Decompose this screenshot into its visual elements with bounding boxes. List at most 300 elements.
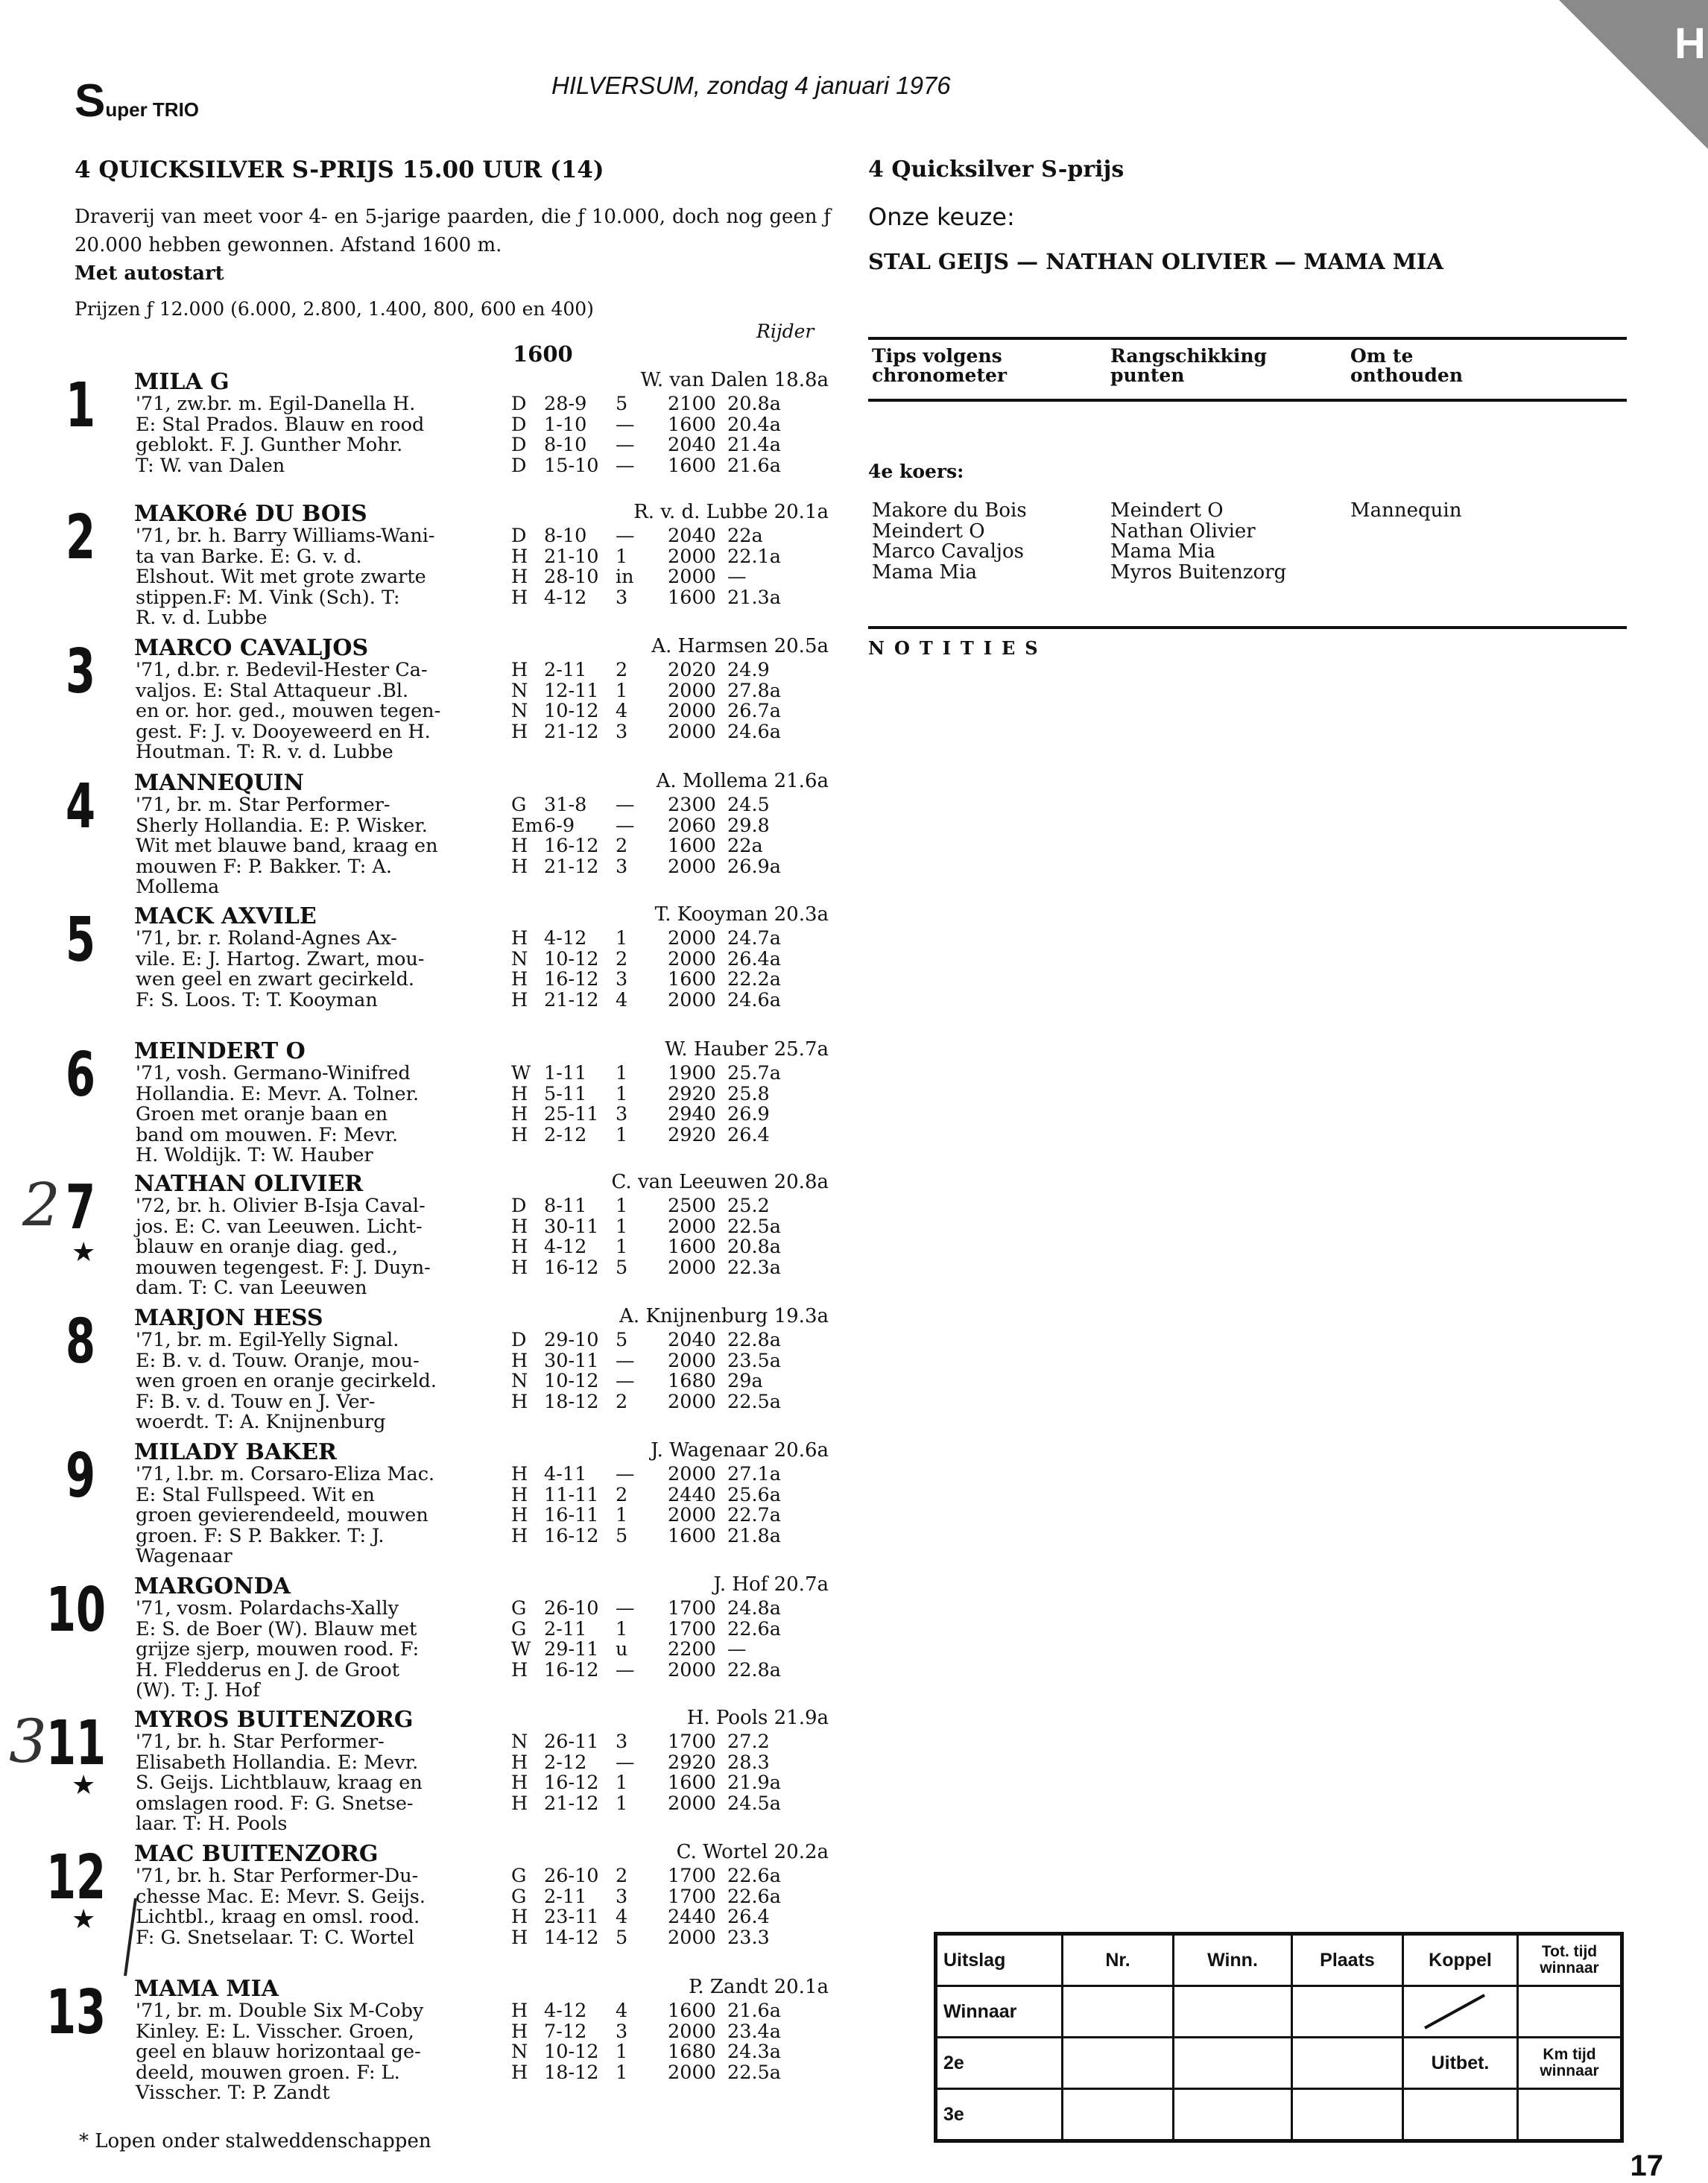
start-cell: 2000: [668, 927, 716, 950]
start-cell: 2-12: [544, 1123, 587, 1146]
horse-info-line: blauw en oranje diag. ged.,: [136, 1236, 399, 1258]
start-cell: 2040: [668, 1329, 716, 1351]
start-cell: 4: [616, 988, 628, 1011]
horse-number: 3: [66, 636, 96, 707]
horse-info-line: wen geel en zwart gecirkeld.: [136, 968, 415, 991]
horse-info-line: Hollandia. E: Mevr. A. Tolner.: [136, 1082, 420, 1105]
start-cell: 10-12: [544, 1370, 599, 1392]
horse-info-line: mouwen tegengest. F: J. Duyn-: [136, 1256, 431, 1279]
start-row: [511, 526, 824, 547]
start-cell: —: [616, 794, 635, 816]
start-row: [511, 1371, 824, 1392]
start-cell: H: [511, 2000, 528, 2022]
start-row: [511, 1773, 824, 1794]
horse-name: MILA G: [134, 369, 230, 395]
start-cell: 25.6a: [727, 1483, 781, 1506]
horse-info-line: Lichtbl., kraag en omsl. rood.: [136, 1906, 420, 1928]
start-cell: Em: [511, 814, 543, 837]
horse-info-line: band om mouwen. F: Mevr.: [136, 1123, 399, 1146]
start-cell: 26.9a: [727, 855, 781, 878]
start-cell: 2920: [668, 1082, 716, 1105]
horse-info-line: Elisabeth Hollandia. E: Mevr.: [136, 1751, 419, 1774]
horse-info-line: Visscher. T: P. Zandt: [136, 2082, 330, 2104]
start-cell: 27.8a: [727, 679, 781, 702]
start-cell: 2440: [668, 1906, 716, 1928]
start-cell: 11-11: [544, 1483, 599, 1506]
start-cell: 2060: [668, 814, 716, 837]
result-header: Tot. tijd winnaar: [1518, 1934, 1622, 1986]
horse-name: MAC BUITENZORG: [134, 1841, 379, 1867]
start-cell: 3: [616, 1731, 628, 1753]
start-cell: 1600: [668, 2000, 716, 2022]
start-cell: 1680: [668, 1370, 716, 1392]
start-row: [511, 2063, 824, 2084]
star-icon: ★: [72, 1237, 96, 1268]
horse-info-line: E: Stal Fullspeed. Wit en: [136, 1483, 375, 1506]
horse-name: MAKORé DU BOIS: [134, 501, 367, 527]
horse-info: [136, 660, 501, 763]
horse-info: [136, 795, 501, 898]
result-row-label: 2e: [936, 2038, 1063, 2089]
horse-info-line: wen groen en oranje gecirkeld.: [136, 1370, 437, 1392]
start-cell: 2940: [668, 1103, 716, 1125]
start-row: [511, 1907, 824, 1928]
start-row: [511, 588, 824, 609]
horse-info-line: dam. T: C. van Leeuwen: [136, 1277, 367, 1299]
horse-info: [136, 1465, 501, 1567]
start-cell: 21.6a: [727, 2000, 781, 2022]
result-header: Uitslag: [936, 1934, 1063, 1986]
jockey-record: C. Wortel 20.2a: [676, 1841, 829, 1863]
start-cell: 2000: [668, 988, 716, 1011]
start-cell: —: [616, 413, 635, 436]
start-row: [511, 1485, 824, 1506]
horse-name: MANNEQUIN: [134, 770, 304, 796]
start-cell: 1: [616, 2041, 628, 2063]
start-cell: u: [616, 1638, 628, 1661]
start-cell: 5: [616, 1524, 628, 1547]
start-cell: H: [511, 1236, 528, 1258]
start-cell: 20.4a: [727, 413, 781, 436]
horse-name: MARJON HESS: [134, 1305, 323, 1331]
start-cell: 1-11: [544, 1062, 587, 1084]
jockey-record: A. Harmsen 20.5a: [651, 635, 829, 657]
start-cell: 1: [616, 1617, 628, 1640]
start-cell: H: [511, 1463, 528, 1485]
start-cell: 3: [616, 586, 628, 609]
horse-info-line: '71, vosh. Germano-Winifred: [136, 1062, 411, 1084]
start-cell: 26.4: [727, 1123, 770, 1146]
start-cell: 1: [616, 1082, 628, 1105]
start-cell: 1600: [668, 1772, 716, 1794]
start-cell: 2000: [668, 1504, 716, 1526]
recent-starts: [511, 2001, 824, 2083]
horse-info-line: Houtman. T: R. v. d. Lubbe: [136, 741, 393, 763]
start-row: [511, 1617, 824, 1640]
horse-info: [136, 1866, 501, 1948]
start-cell: 1: [616, 545, 628, 568]
horse-info-line: grijze sjerp, mouwen rood. F:: [136, 1638, 420, 1661]
horse-name: MARCO CAVALJOS: [134, 635, 369, 661]
horse-name: MILADY BAKER: [134, 1439, 337, 1465]
horse-info-line: E: Stal Prados. Blauw en rood: [136, 413, 425, 436]
start-row: [511, 1526, 824, 1547]
start-cell: 16-12: [544, 1772, 599, 1794]
horse-info: [136, 1732, 501, 1835]
horse-info-line: omslagen rood. F: G. Snetse-: [136, 1792, 414, 1815]
horse-info-line: Kinley. E: L. Visscher. Groen,: [136, 2020, 414, 2043]
start-cell: —: [727, 1638, 747, 1661]
start-cell: 1600: [668, 1524, 716, 1547]
horse-info-line: '71, d.br. r. Bedevil-Hester Ca-: [136, 659, 428, 681]
horse-info-line: '71, l.br. m. Corsaro-Eliza Mac.: [136, 1463, 435, 1485]
start-cell: 2920: [668, 1123, 716, 1146]
start-cell: 26.4a: [727, 947, 781, 970]
horse-info-line: '71, zw.br. m. Egil-Danella H.: [136, 393, 416, 415]
rijder-label: Rijder: [756, 320, 815, 342]
start-cell: G: [511, 1617, 527, 1640]
tips-column-chronometer: Makore du Bois Meindert O Marco Cavaljos Mama Mia: [872, 499, 1027, 584]
start-cell: 2000: [668, 947, 716, 970]
start-cell: 2: [616, 835, 628, 857]
horse-info: [136, 929, 501, 1011]
start-cell: 1: [616, 2061, 628, 2084]
start-row: [511, 1064, 824, 1084]
start-cell: G: [511, 1885, 527, 1908]
start-row: [511, 1330, 824, 1351]
horse-info-line: '71, br. h. Barry Williams-Wani-: [136, 525, 435, 547]
uitbet-label: Uitbet.: [1403, 2038, 1518, 2089]
jockey-record: W. van Dalen 18.8a: [640, 369, 829, 391]
start-cell: 4-11: [544, 1463, 587, 1485]
start-cell: 8-10: [544, 434, 587, 456]
start-cell: 29-10: [544, 1329, 599, 1351]
start-cell: H: [511, 835, 528, 857]
horse-info-line: groen. F: S P. Bakker. T: J.: [136, 1524, 385, 1547]
start-cell: H: [511, 720, 528, 743]
horse-number: 8: [66, 1307, 96, 1377]
start-cell: N: [511, 679, 528, 702]
corner-letter: H: [1674, 19, 1706, 68]
horse-info-line: deeld, mouwen groen. F: L.: [136, 2061, 400, 2084]
start-row: [511, 1887, 824, 1908]
start-cell: 1: [616, 679, 628, 702]
horse-info: [136, 526, 501, 629]
start-row: [511, 1351, 824, 1372]
page-title: HILVERSUM, zondag 4 januari 1976: [551, 72, 951, 99]
horse-info-line: vile. E: J. Hartog. Zwart, mou-: [136, 947, 425, 970]
start-row: [511, 547, 824, 568]
start-cell: 1700: [668, 1597, 716, 1620]
start-cell: —: [616, 525, 635, 547]
race-description: Draverij van meet voor 4- en 5-jarige paarden, die ƒ 10.000, doch nog geen ƒ 20.000 hebben gewonnen. Afstand 1600 m. Met autostart: [75, 206, 831, 285]
jockey-record: A. Knijnenburg 19.3a: [619, 1305, 829, 1327]
start-cell: 16-12: [544, 1658, 599, 1681]
start-row: [511, 1392, 824, 1413]
start-cell: 22a: [727, 525, 763, 547]
horse-info-line: Wagenaar: [136, 1545, 233, 1567]
start-cell: 1600: [668, 835, 716, 857]
start-cell: 2000: [668, 1658, 716, 1681]
start-cell: 26-11: [544, 1731, 599, 1753]
start-cell: 25.7a: [727, 1062, 781, 1084]
start-cell: 21.8a: [727, 1524, 781, 1547]
handwritten-stroke: [119, 1897, 142, 1979]
start-cell: G: [511, 1865, 527, 1887]
horse-info-line: mouwen F: P. Bakker. T: A.: [136, 855, 392, 878]
start-cell: 22a: [727, 835, 763, 857]
tips-column-punten: Meindert O Nathan Olivier Mama Mia Myros Buitenzorg: [1110, 499, 1287, 584]
start-cell: H: [511, 2020, 528, 2043]
start-cell: 21.4a: [727, 434, 781, 456]
start-cell: 29a: [727, 1370, 763, 1392]
start-cell: 22.6a: [727, 1617, 781, 1640]
start-cell: 2000: [668, 1349, 716, 1372]
start-cell: 2: [616, 1483, 628, 1506]
horse-info-line: '71, br. h. Star Performer-Du-: [136, 1865, 419, 1887]
start-cell: 22.1a: [727, 545, 781, 568]
start-cell: 16-11: [544, 1504, 599, 1526]
horse-number: 13: [46, 1977, 107, 2048]
recent-starts: [511, 1465, 824, 1547]
horse-info-line: woerdt. T: A. Knijnenburg: [136, 1411, 386, 1433]
start-cell: 2000: [668, 679, 716, 702]
start-row: [511, 701, 824, 722]
horse-info-line: Groen met oranje baan en: [136, 1103, 388, 1125]
recent-starts: [511, 394, 824, 476]
start-cell: 2-11: [544, 1885, 587, 1908]
start-cell: 25.2: [727, 1195, 770, 1217]
recent-starts: [511, 1866, 824, 1948]
horse-info-line: F: S. Loos. T: T. Kooyman: [136, 988, 378, 1011]
start-cell: 18-12: [544, 1390, 599, 1413]
start-row: [511, 1640, 824, 1661]
start-cell: 2000: [668, 545, 716, 568]
recent-starts: [511, 929, 824, 1011]
start-row: [511, 1196, 824, 1217]
start-row: [511, 947, 824, 970]
horse-info-line: R. v. d. Lubbe: [136, 607, 268, 629]
horse-name: MYROS BUITENZORG: [134, 1707, 414, 1733]
start-cell: 1600: [668, 454, 716, 477]
start-cell: 22.5a: [727, 2061, 781, 2084]
start-cell: 24.5: [727, 794, 770, 816]
start-row: [511, 1506, 824, 1526]
start-cell: H: [511, 1390, 528, 1413]
jockey-record: W. Hauber 25.7a: [665, 1038, 829, 1061]
start-cell: H: [511, 1504, 528, 1526]
jockey-record: J. Hof 20.7a: [713, 1573, 829, 1596]
start-cell: 1700: [668, 1731, 716, 1753]
start-cell: 26-10: [544, 1597, 599, 1620]
start-cell: N: [511, 2041, 528, 2063]
start-cell: 24.7a: [727, 927, 781, 950]
start-cell: 1: [616, 927, 628, 950]
horse-info-line: '72, br. h. Olivier B-Isja Caval-: [136, 1195, 426, 1217]
start-cell: 2-11: [544, 659, 587, 681]
start-cell: 2000: [668, 566, 716, 588]
start-cell: 2: [616, 1865, 628, 1887]
horse-name: NATHAN OLIVIER: [134, 1171, 364, 1197]
result-header: Koppel: [1403, 1934, 1518, 1986]
start-cell: 22.2a: [727, 968, 781, 991]
start-cell: 5-11: [544, 1082, 587, 1105]
start-row: [511, 836, 824, 857]
start-cell: D: [511, 454, 527, 477]
start-cell: 24.9: [727, 659, 770, 681]
start-cell: 5: [616, 1926, 628, 1949]
start-cell: 25-11: [544, 1103, 599, 1125]
start-cell: 2: [616, 659, 628, 681]
start-cell: 29-11: [544, 1638, 599, 1661]
start-cell: 21.3a: [727, 586, 781, 609]
start-cell: 28.3: [727, 1751, 770, 1774]
horse-number: 9: [66, 1441, 96, 1511]
start-row: [511, 1217, 824, 1238]
handwritten-mark-11: 3: [9, 1707, 47, 1776]
start-cell: 2000: [668, 1463, 716, 1485]
start-cell: 1: [616, 1792, 628, 1815]
start-cell: H: [511, 1926, 528, 1949]
start-cell: 22.7a: [727, 1504, 781, 1526]
horse-info-line: en or. hor. ged., mouwen tegen-: [136, 700, 441, 722]
horse-number: 6: [66, 1040, 96, 1111]
start-cell: 26.7a: [727, 700, 781, 722]
start-cell: 22.8a: [727, 1658, 781, 1681]
start-cell: —: [616, 1463, 635, 1485]
start-row: [511, 1794, 824, 1815]
start-cell: H: [511, 1658, 528, 1681]
tips-header-2: Rangschikking punten: [1110, 345, 1267, 386]
start-cell: 22.6a: [727, 1885, 781, 1908]
start-cell: 4-12: [544, 1236, 587, 1258]
start-cell: 1700: [668, 1865, 716, 1887]
start-cell: 30-11: [544, 1349, 599, 1372]
start-cell: —: [616, 1751, 635, 1774]
start-cell: 2040: [668, 525, 716, 547]
horse-info: [136, 1599, 501, 1702]
horse-number: 4: [66, 771, 96, 842]
start-cell: —: [616, 454, 635, 477]
start-cell: 21-10: [544, 545, 599, 568]
horse-info-line: Sherly Hollandia. E: P. Wisker.: [136, 814, 428, 837]
start-cell: 24.3a: [727, 2041, 781, 2063]
start-cell: 2200: [668, 1638, 716, 1661]
start-row: [511, 456, 824, 477]
horse-number: 5: [66, 905, 96, 976]
distance-heading: 1600: [513, 341, 573, 367]
start-cell: G: [511, 1597, 527, 1620]
koppel-slash-cell: [1403, 1986, 1518, 2038]
jockey-record: P. Zandt 20.1a: [689, 1976, 829, 1998]
start-cell: 10-12: [544, 2041, 599, 2063]
start-cell: 21-12: [544, 720, 599, 743]
start-cell: 5: [616, 393, 628, 415]
result-header: Nr.: [1063, 1934, 1174, 1986]
start-cell: H: [511, 988, 528, 1011]
start-cell: H: [511, 1751, 528, 1774]
start-row: [511, 2001, 824, 2022]
start-cell: 15-10: [544, 454, 599, 477]
start-cell: 22.3a: [727, 1256, 781, 1279]
start-cell: —: [616, 1597, 635, 1620]
start-row: [511, 681, 824, 702]
horse-number: 7: [66, 1172, 96, 1243]
start-cell: H: [511, 1103, 528, 1125]
horse-info-line: '71, br. m. Egil-Yelly Signal.: [136, 1329, 399, 1351]
start-row: [511, 1732, 824, 1753]
start-row: [511, 970, 824, 991]
start-cell: W: [511, 1062, 531, 1084]
start-cell: 23.3: [727, 1926, 770, 1949]
horse-info-line: stippen.F: M. Vink (Sch). T:: [136, 586, 400, 609]
start-row: [511, 1599, 824, 1620]
recent-starts: [511, 1064, 824, 1146]
recent-starts: [511, 1196, 824, 1278]
jockey-record: R. v. d. Lubbe 20.1a: [633, 501, 829, 523]
start-row: [511, 816, 824, 837]
start-cell: 2500: [668, 1195, 716, 1217]
start-cell: 10-12: [544, 700, 599, 722]
horse-info-line: Wit met blauwe band, kraag en: [136, 835, 438, 857]
horse-info-line: S. Geijs. Lichtblauw, kraag en: [136, 1772, 423, 1794]
start-row: [511, 795, 824, 816]
start-cell: N: [511, 1731, 528, 1753]
result-header: Winn.: [1174, 1934, 1292, 1986]
start-cell: 1: [616, 1195, 628, 1217]
right-race-title: 4 Quicksilver S-prijs: [868, 157, 1125, 183]
start-row: [511, 1928, 824, 1949]
start-cell: 6-9: [544, 814, 575, 837]
super-trio-logo: Super TRIO: [75, 75, 200, 127]
start-cell: 2000: [668, 1256, 716, 1279]
result-table: [934, 1932, 1624, 2143]
start-cell: 2: [616, 947, 628, 970]
horse-info-line: '71, br. m. Double Six M-Coby: [136, 2000, 424, 2022]
start-cell: 2000: [668, 2061, 716, 2084]
start-row: [511, 988, 824, 1011]
start-cell: 1600: [668, 586, 716, 609]
start-cell: H: [511, 1906, 528, 1928]
start-cell: 31-8: [544, 794, 587, 816]
start-cell: 24.6a: [727, 720, 781, 743]
start-cell: 3: [616, 2020, 628, 2043]
start-cell: 21.6a: [727, 454, 781, 477]
start-cell: D: [511, 393, 527, 415]
tips-column-onthouden: Mannequin: [1350, 499, 1462, 522]
horse-info-line: '71, br. m. Star Performer-: [136, 794, 390, 816]
start-cell: 23.4a: [727, 2020, 781, 2043]
recent-starts: [511, 1599, 824, 1681]
start-cell: H: [511, 586, 528, 609]
start-cell: H: [511, 1483, 528, 1506]
start-row: [511, 722, 824, 743]
start-cell: 1: [616, 1123, 628, 1146]
horse-info-line: Mollema: [136, 876, 220, 898]
start-cell: 7-12: [544, 2020, 587, 2043]
horse-info-line: E: B. v. d. Touw. Oranje, mou-: [136, 1349, 420, 1372]
horse-info-line: '71, br. r. Roland-Agnes Ax-: [136, 927, 397, 950]
horse-info-line: jos. E: C. van Leeuwen. Licht-: [136, 1215, 423, 1238]
start-cell: H: [511, 659, 528, 681]
horse-info-line: (W). T: J. Hof: [136, 1679, 260, 1702]
horse-info-line: H. Woldijk. T: W. Hauber: [136, 1144, 373, 1166]
start-cell: 16-12: [544, 1524, 599, 1547]
jockey-record: C. van Leeuwen 20.8a: [611, 1171, 829, 1193]
horse-number: 1: [66, 370, 96, 441]
start-cell: 8-10: [544, 525, 587, 547]
horse-name: MAMA MIA: [134, 1976, 279, 2002]
